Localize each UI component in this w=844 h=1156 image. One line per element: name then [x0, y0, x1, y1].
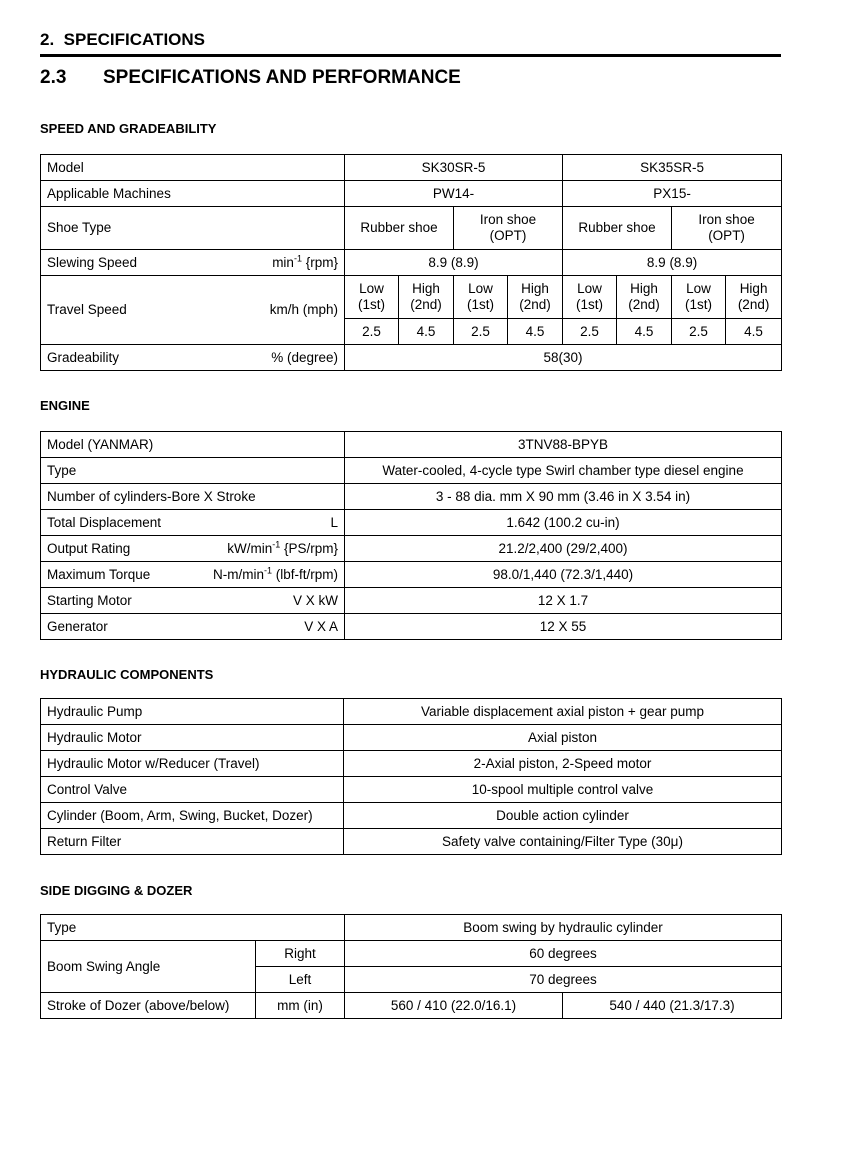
slewing-unit: $\min^{-1} \{rpm\}$: [272, 253, 338, 270]
travel-label: Travel Speed km/h (mph): [41, 276, 345, 345]
travel-value: 4.5: [726, 319, 782, 345]
stroke-sk35: 540 / 440 (21.3/17.3): [563, 993, 782, 1019]
slewing-sk35: 8.9 (8.9): [563, 250, 782, 276]
hydraulic-value: 10-spool multiple control valve: [344, 777, 782, 803]
travel-gear-row: [41, 276, 782, 319]
engine-row: [41, 484, 782, 510]
engine-torque-value: 98.0/1,440 (72.3/1,440): [345, 562, 782, 588]
stroke-sk30: 560 / 410 (22.0/16.1): [345, 993, 563, 1019]
travel-value: 4.5: [617, 319, 672, 345]
machines-sk35: PX15-: [563, 181, 782, 207]
engine-displacement-value: 1.642 (100.2 cu-in): [345, 510, 782, 536]
hydraulic-table: [40, 698, 782, 855]
engine-generator-value: 12 X 55: [345, 614, 782, 640]
gear-high: High (2nd): [399, 276, 454, 319]
side-type-value: Boom swing by hydraulic cylinder: [345, 915, 782, 941]
swing-left-value: 70 degrees: [345, 967, 782, 993]
engine-table: [40, 431, 782, 640]
shoe-iron-b: Iron shoe (OPT): [672, 207, 782, 250]
travel-value: 4.5: [399, 319, 454, 345]
shoe-rubber-b: Rubber shoe: [563, 207, 672, 250]
section-number: 2.3: [40, 67, 67, 88]
slewing-label: Slewing Speed $\min^{-1} \{rpm\}$: [41, 250, 345, 276]
gear-low: Low (1st): [672, 276, 726, 319]
grade-value: 58(30): [345, 345, 782, 371]
machines-row: [41, 181, 782, 207]
hydraulic-value: Axial piston: [344, 725, 782, 751]
travel-value: 2.5: [454, 319, 508, 345]
stroke-unit: mm (in): [256, 993, 345, 1019]
hydraulic-row: [41, 829, 782, 855]
hydraulic-row: [41, 777, 782, 803]
engine-type-value: Water-cooled, 4-cycle type Swirl chamber type diesel engine: [345, 458, 782, 484]
slewing-row: [41, 250, 782, 276]
machines-sk30: PW14-: [345, 181, 563, 207]
engine-output-value: 21.2/2,400 (29/2,400): [345, 536, 782, 562]
shoe-row: [41, 207, 782, 250]
chapter-number: 2.: [40, 30, 55, 49]
heading-rule: [40, 54, 781, 57]
hydraulic-label: Hydraulic Motor: [41, 725, 344, 751]
swing-left-label: Left: [256, 967, 345, 993]
engine-type-label: Type: [41, 458, 345, 484]
engine-generator-label: Generator V X A: [41, 614, 345, 640]
engine-output-label: Output Rating $kW/\min^{-1}$ {PS/rpm}: [41, 536, 345, 562]
engine-row: [41, 536, 782, 562]
hydraulic-label: Control Valve: [41, 777, 344, 803]
engine-cylinders-label: Number of cylinders-Bore X Stroke: [41, 484, 345, 510]
hydraulic-row: [41, 751, 782, 777]
section-heading: [40, 67, 461, 89]
engine-model-value: 3TNV88-BPYB: [345, 432, 782, 458]
speed-heading: SPEED AND GRADEABILITY: [40, 121, 217, 136]
hydraulic-heading: HYDRAULIC COMPONENTS: [40, 667, 214, 682]
hydraulic-value: Variable displacement axial piston + gear pump: [344, 699, 782, 725]
side-type-label: Type: [41, 915, 345, 941]
hydraulic-row: [41, 699, 782, 725]
engine-torque-label: Maximum Torque $N-m/\min^{-1}$ (lbf-ft/rpm): [41, 562, 345, 588]
chapter-heading: [40, 30, 205, 50]
swing-right-label: Right: [256, 941, 345, 967]
gear-low: Low (1st): [345, 276, 399, 319]
engine-starter-value: 12 X 1.7: [345, 588, 782, 614]
engine-displacement-label: Total Displacement L: [41, 510, 345, 536]
engine-model-label: Model (YANMAR): [41, 432, 345, 458]
engine-row: [41, 432, 782, 458]
swing-label: Boom Swing Angle: [41, 941, 256, 993]
grade-unit: % (degree): [271, 349, 338, 365]
hydraulic-label: Hydraulic Motor w/Reducer (Travel): [41, 751, 344, 777]
hydraulic-value: Safety valve containing/Filter Type (30μ): [344, 829, 782, 855]
engine-starter-label: Starting Motor V X kW: [41, 588, 345, 614]
model-label: Model: [41, 155, 345, 181]
shoe-rubber-a: Rubber shoe: [345, 207, 454, 250]
hydraulic-label: Hydraulic Pump: [41, 699, 344, 725]
side-type-row: [41, 915, 782, 941]
model-sk30: SK30SR-5: [345, 155, 563, 181]
shoe-label: Shoe Type: [41, 207, 345, 250]
travel-value: 4.5: [508, 319, 563, 345]
travel-unit: km/h (mph): [269, 302, 338, 317]
travel-value: 2.5: [563, 319, 617, 345]
hydraulic-row: [41, 803, 782, 829]
gear-high: High (2nd): [726, 276, 782, 319]
travel-value: 2.5: [345, 319, 399, 345]
engine-row: [41, 510, 782, 536]
engine-row: [41, 614, 782, 640]
gear-high: High (2nd): [508, 276, 563, 319]
hydraulic-label: Return Filter: [41, 829, 344, 855]
grade-row: [41, 345, 782, 371]
engine-row: [41, 588, 782, 614]
engine-row: [41, 562, 782, 588]
model-sk35: SK35SR-5: [563, 155, 782, 181]
engine-row: [41, 458, 782, 484]
stroke-label: Stroke of Dozer (above/below): [41, 993, 256, 1019]
hydraulic-value: Double action cylinder: [344, 803, 782, 829]
engine-heading: ENGINE: [40, 398, 90, 413]
travel-value: 2.5: [672, 319, 726, 345]
chapter-title: SPECIFICATIONS: [63, 30, 206, 49]
section-title: SPECIFICATIONS AND PERFORMANCE: [103, 67, 461, 88]
gear-low: Low (1st): [563, 276, 617, 319]
side-heading: SIDE DIGGING & DOZER: [40, 883, 193, 898]
slewing-sk30: 8.9 (8.9): [345, 250, 563, 276]
hydraulic-value: 2-Axial piston, 2-Speed motor: [344, 751, 782, 777]
side-table: [40, 914, 782, 1019]
swing-right-row: [41, 941, 782, 967]
engine-cylinders-value: 3 - 88 dia. mm X 90 mm (3.46 in X 3.54 in): [345, 484, 782, 510]
stroke-row: [41, 993, 782, 1019]
gear-high: High (2nd): [617, 276, 672, 319]
speed-table: [40, 154, 782, 371]
hydraulic-label: Cylinder (Boom, Arm, Swing, Bucket, Dozer): [41, 803, 344, 829]
model-row: [41, 155, 782, 181]
hydraulic-row: [41, 725, 782, 751]
swing-right-value: 60 degrees: [345, 941, 782, 967]
grade-label: Gradeability % (degree): [41, 345, 345, 371]
machines-label: Applicable Machines: [41, 181, 345, 207]
gear-low: Low (1st): [454, 276, 508, 319]
shoe-iron-a: Iron shoe (OPT): [454, 207, 563, 250]
